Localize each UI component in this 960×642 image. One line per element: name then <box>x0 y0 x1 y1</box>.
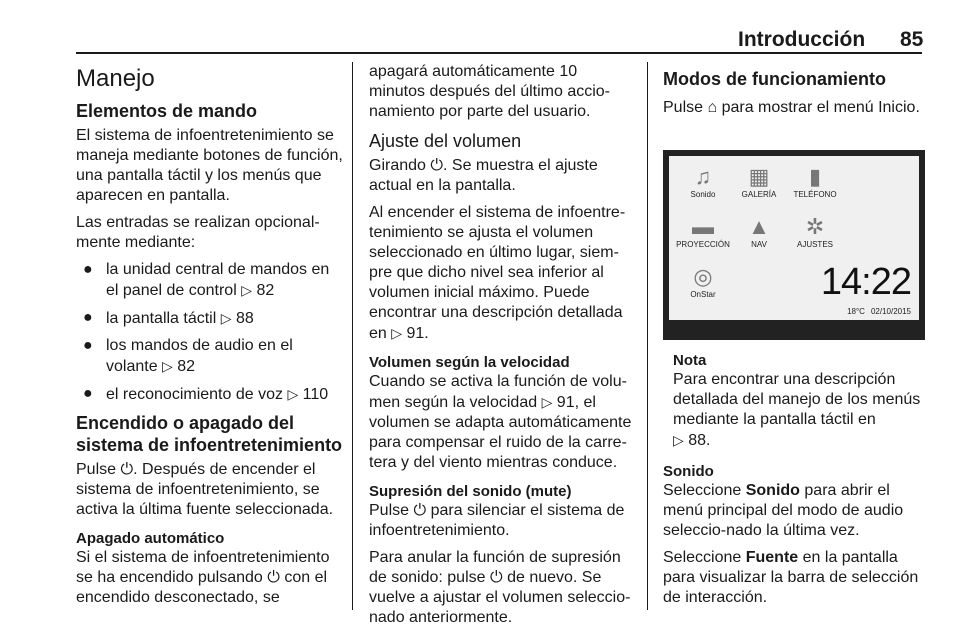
clock-info <box>841 302 911 322</box>
bullet-icon: ● <box>83 309 93 326</box>
gallery-icon: ▦ GALERÍA <box>741 164 777 199</box>
page-ref-arrow-icon: ▷ <box>673 432 684 448</box>
section-title: Manejo <box>76 65 155 92</box>
paragraph: El sistema de infoentretenimiento se maneja mediante botones de función, una pantalla táctil y los menús que aparecen en pantalla. <box>76 127 343 204</box>
page-ref-arrow-icon: ▷ <box>220 310 232 326</box>
paragraph: Pulse ⏻. Después de encender el sistema de infoentretenimiento, se activa la última fuente seleccionada. <box>76 461 334 518</box>
page-ref-arrow-icon: ▷ <box>541 394 553 410</box>
column-divider <box>647 62 648 610</box>
paragraph: Seleccione Fuente en la pantalla para visualizar la barra de selección de interacción. <box>663 549 919 606</box>
paragraph: Cuando se activa la función de volu-men según la velocidad ▷ 91, el volumen se adapta automáticamente para compensar el ruido de la carre-tera y del viento mientras conduce. <box>369 373 632 471</box>
nav-icon: ▲ NAV <box>748 214 770 249</box>
minor-heading: Supresión del sonido (mute) <box>369 483 572 500</box>
paragraph: apagará automáticamente 10 minutos después del último accio-namiento por parte del usuario. <box>369 63 611 120</box>
column-2 <box>369 62 635 635</box>
page-ref: 88 <box>235 310 254 327</box>
bullet-icon: ● <box>83 261 93 278</box>
paragraph: Si el sistema de infoentretenimiento se ha encendido pulsando ⏻ con el encendido desconectado, se <box>76 549 330 606</box>
note-title: Nota <box>673 352 707 369</box>
page-ref: 91 <box>556 394 575 411</box>
bullet-icon: ● <box>83 385 93 402</box>
minor-heading: Apagado automático <box>76 530 225 547</box>
subsection-title: Encendido o apagado del sistema de infoentretenimiento <box>76 413 343 455</box>
music-note-icon: ♫ Sonido <box>690 164 716 199</box>
paragraph: Girando ⏻. Se muestra el ajuste actual en la pantalla. <box>369 157 598 194</box>
page-ref-arrow-icon: ▷ <box>241 282 252 298</box>
home-screen <box>669 156 919 320</box>
header-title: Introducción <box>738 28 866 51</box>
page-ref: 82 <box>177 358 196 375</box>
paragraph: Seleccione Sonido para abrir el menú principal del modo de audio seleccio-nado la última vez. <box>663 482 904 539</box>
subsection-title: Elementos de mando <box>76 101 258 121</box>
subsection-title: Modos de funcionamiento <box>663 69 886 89</box>
list-item: ● el reconocimiento de voz ▷ 110 <box>83 385 329 403</box>
page-ref-arrow-icon: ▷ <box>287 386 299 402</box>
column-1 <box>76 62 344 615</box>
column-3 <box>663 62 927 615</box>
list-item: ● la pantalla táctil ▷ 88 <box>83 309 254 327</box>
bullet-icon: ● <box>83 337 93 354</box>
subsection-title: Ajuste del volumen <box>369 131 522 151</box>
minor-heading: Sonido <box>663 463 714 480</box>
paragraph: Pulse ⌂ para mostrar el menú Inicio. <box>663 99 920 116</box>
paragraph: Al encender el sistema de infoentre-tenimiento se ajusta el volumen seleccionado en último lugar, siem-pre que dicho nivel sea inferior al volumen inicial máximo. Puede encontrar una descripción detallada en ▷ 91. <box>369 204 626 342</box>
paragraph: Pulse ⏻ para silenciar el sistema de infoentretenimiento. <box>369 502 625 539</box>
minor-heading: Volumen según la velocidad <box>369 354 570 371</box>
projection-icon: ▬ PROYECCIÓN <box>676 214 730 249</box>
page-ref: 82 <box>256 282 275 299</box>
header-rule <box>76 52 922 54</box>
column-divider <box>352 62 353 610</box>
paragraph: Las entradas se realizan opcional-mente mediante: <box>76 214 320 251</box>
bullet-list <box>76 260 344 405</box>
home-screen-figure <box>663 150 925 340</box>
gear-icon: ✲ AJUSTES <box>796 214 833 249</box>
note-box: Nota Para encontrar una descripción detallada del manejo de los menús mediante la pantalla táctil en ▷ 88. <box>663 352 927 451</box>
page-ref: 88. <box>688 432 711 449</box>
phone-icon: ▮ TELÉFONO <box>793 164 837 199</box>
date: 02/10/2015 <box>870 307 911 316</box>
page-number: 85 <box>900 28 924 51</box>
temperature: 18°C <box>847 307 865 316</box>
list-item: ● los mandos de audio en el volante ▷ 82 <box>83 337 293 375</box>
page-ref: 110 <box>302 386 329 403</box>
page-ref: 91. <box>406 325 429 342</box>
onstar-icon: ◎ OnStar <box>690 264 716 299</box>
page-ref-arrow-icon: ▷ <box>162 358 173 374</box>
page-ref-arrow-icon: ▷ <box>391 325 403 341</box>
paragraph: Para anular la función de supresión de sonido: pulse ⏻ de nuevo. Se vuelve a ajustar el volumen seleccio-nado anteriormente. <box>369 549 631 626</box>
clock: 14:22 <box>820 261 911 303</box>
list-item: ● la unidad central de mandos en el panel de control ▷ 82 <box>83 261 330 299</box>
